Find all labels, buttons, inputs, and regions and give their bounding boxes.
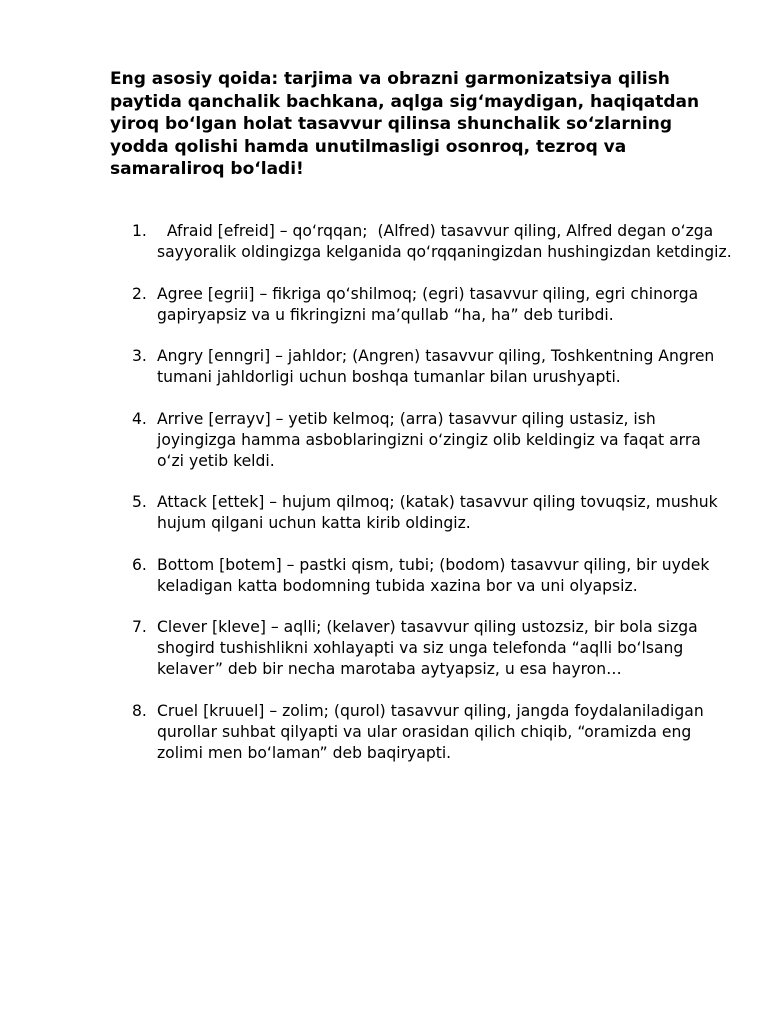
list-item [132,555,732,597]
item-text: Agree [egrii] – fikriga qo‘shilmoq; (egri) tasavvur qiling, egri chinorga gapiryapsiz va u fikringizni ma’qullab “ha, ha” deb turibdi. [157,284,699,324]
vocabulary-list [132,221,732,784]
item-number: 7. [132,618,147,636]
item-text: Cruel [kruuel] – zolim; (qurol) tasavvur qiling, jangda foydalaniladigan qurollar suhbat qilyapti va ular orasidan qilich chiqib, “oramizda eng zolimi men bo‘laman” deb baqiryapti. [157,701,704,762]
item-text: Bottom [botem] – pastki qism, tubi; (bodom) tasavvur qiling, bir uydek keladigan katta bodomning tubida xazina bor va uni olyapsiz. [157,555,710,595]
list-item [132,409,732,472]
item-text: Afraid [efreid] – qo‘rqqan; (Alfred) tasavvur qiling, Alfred degan o‘zga sayyoralik oldingizga kelganida qo‘rqqaningizdan hushingizdan ketdingiz. [157,222,732,261]
main-rule-heading: Eng asosiy qoida: tarjima va obrazni garmonizatsiya qilish paytida qanchalik bachkana, aqlga sig‘maydigan, haqiqatdan yiroq bo‘lgan holat tasavvur qilinsa shunchalik so‘zlarning yodda qolishi hamda unutilmasligi osonroq, tezroq va samaraliroq bo‘ladi! [110,69,700,179]
item-number: 8. [132,701,147,720]
list-item [132,492,732,534]
item-number: 4. [132,409,147,428]
list-item [132,617,732,680]
list-item [132,346,732,388]
item-text: Attack [ettek] – hujum qilmoq; (katak) tasavvur qiling tovuqsiz, mushuk hujum qilgani uchun katta kirib oldingiz. [157,493,718,532]
list-item [132,284,732,326]
item-number: 6. [132,555,147,574]
item-number: 1. [132,222,147,240]
list-item [132,701,732,764]
list-item [132,221,732,263]
item-number: 5. [132,493,147,511]
item-number: 2. [132,284,147,303]
item-text: Arrive [errayv] – yetib kelmoq; (arra) tasavvur qiling ustasiz, ish joyingizga hamma asboblaringizni o‘zingiz olib keldingiz va faqat arra o‘zi yetib keldi. [157,409,701,470]
item-number: 3. [132,347,147,365]
item-text: Angry [enngri] – jahldor; (Angren) tasavvur qiling, Toshkentning Angren tumani jahldorligi uchun boshqa tumanlar bilan urushyapti. [157,347,715,386]
item-text: Clever [kleve] – aqlli; (kelaver) tasavvur qiling ustozsiz, bir bola sizga shogird tushishlikni xohlayapti va siz unga telefonda “aqlli bo‘lsang kelaver” deb bir necha marotaba aytyapsiz, u esa hayron… [157,618,698,678]
